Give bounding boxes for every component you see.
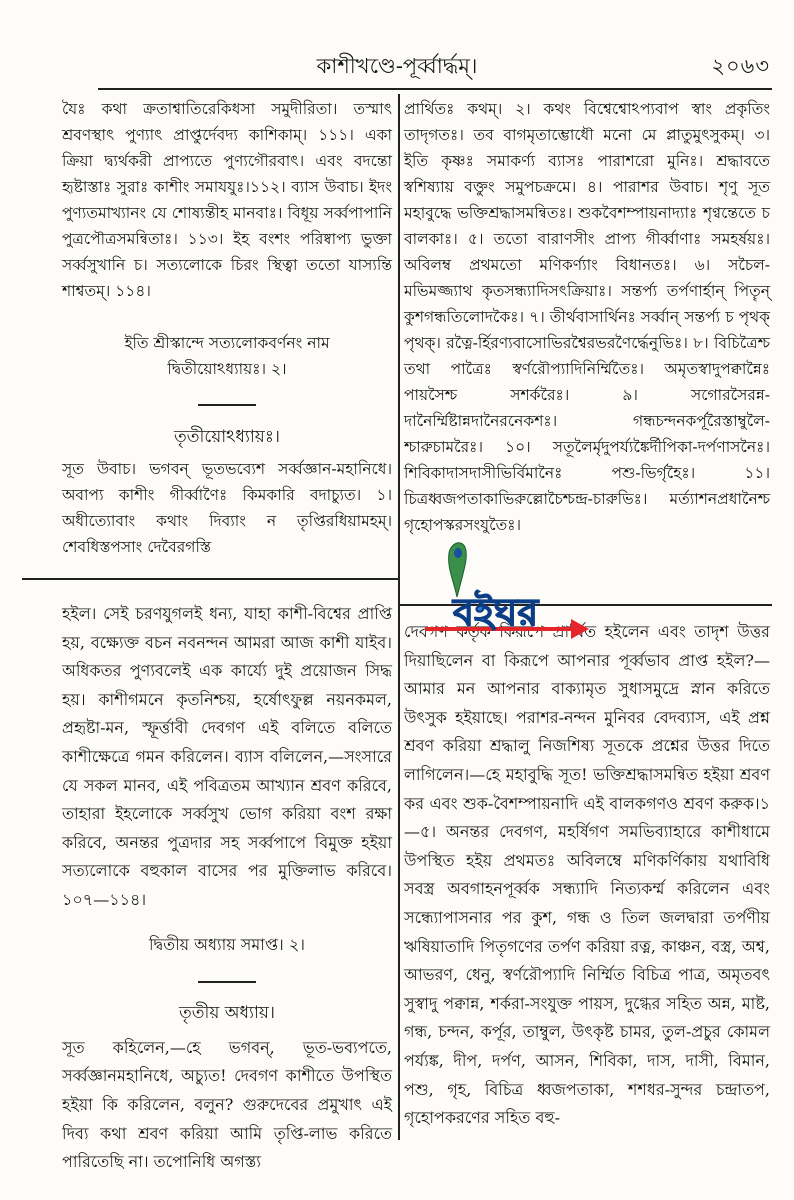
sanskrit-verses-right: প্রার্থিতঃ কথম্‌। ২। কথং বিশ্বেশ্বোঽপ্যবাপ স্বাং প্রকৃতিং তাদৃগতঃ। তব বাগমৃতাম্ভোধৌ মনো মে প্লাতুমুৎসুকম্‌। ৩। ইতি কৃষ্ণঃ সমাকর্ণ্য ব্যাসঃ পারাশরো মুনিঃ। শ্রদ্ধাবতে স্বশিষ্যায় বক্তুং সমুপচক্রমে। ৪। পারাশর উবাচ। শৃণু সূত মহাবুদ্ধে ভক্তিশ্রদ্ধাসমন্বিতঃ। শুকবৈশম্পায়নাদ্যাঃ শৃণ্বন্তেতে চ বালকাঃ। ৫। ততো বারাণসীং প্রাপ্য গীর্ব্বাণাঃ সমহর্ষয়ঃ। অবিলম্ব প্রথমতো মণিকর্ণ্যাং বিধানতঃ। ৬। সচৈল-মভিমজ্জ্যাথ কৃতসন্ধ্যাদিসৎক্রিয়াঃ। সন্তর্প্য তর্পণার্হান্‌ পিতৄন্‌ কুশগন্ধতিলোদকৈঃ। ৭। তীর্থবাসার্থিনঃ সর্ব্বান্‌ সন্তর্প্য চ পৃথক্‌ পৃথক্‌। রত্নৈ-র্হিরণ্যবাসোভিরশ্বৈরভরণৈর্দ্ধেনুভিঃ। ৮। বিচিত্রৈশ্চ তথা পাত্রৈঃ স্বর্ণরৌপ্যাদিনির্ম্মিতৈঃ। অমৃতস্বাদুপক্বান্নৈঃ পায়সৈশ্চ সশর্করৈঃ। ৯। সগোরসৈরন্ন-দানৈর্ম্মিষ্টান্নদানৈরনেকশঃ। গন্ধচন্দনকর্পূরৈস্তাম্বুলৈ-শ্চারুচামরৈঃ। ১০। সতূলৈর্মৃদুপর্য্যঙ্কৈর্দীপিকা-দর্পণাসনৈঃ। শিবিকাদাসদাসীভির্বিমানৈঃ পশু-ভির্গৃহৈঃ। ১১। চিত্রধ্বজপতাকাভিরুল্লোচৈশ্চন্দ্র-চারুভিঃ। মর্ত্যাশনপ্রধানৈশ্চ গৃহোপস্করসংযুতৈঃ। [404,100,770,534]
sanskrit-column-left [62,96,392,576]
running-header [0,42,794,86]
sanskrit-column-right [404,96,770,596]
page-number: ২০৬৩ [711,54,770,78]
sanskrit-chapter-verses: সূত উবাচ। ভগবন্‌ ভূতভব্যেশ সর্ব্বজ্ঞান-মহানিধে। অবাপ্য কাশীং গীর্ব্বাণৈঃ কিমকারি বদাচ্যুত। ১। অধীত্যোবাং কথাং দিব্যাং ন তৃপ্তিরধিয়ামহম্‌। শেবধিস্তপসাং দেবৈরগস্তি [62,460,392,556]
ornamental-rule [198,404,256,406]
bengali-chapter-text: সূত কহিলেন,—হে ভগবন্‌, ভূত-ভব্যপতে, সর্ব্বজ্ঞানমহানিধে, অচ্যুত! দেবগণ কাশীতে উপস্থিত হইয়া কি করিলেন, বলুন? গুরুদেবের প্রমুখাৎ এই দিব্য কথা শ্রবণ করিয়া আমি তৃপ্তি-লাভ করিতে পারিতেছি না। তপোনিধি অগস্ত্য [62,1037,392,1172]
header-rule [98,88,772,90]
ornamental-rule-2 [198,981,256,983]
bengali-translation-right: দেবগণ কর্তৃক কিরূপে প্রার্থিত হইলেন এবং তাদৃশ উত্তর দিয়াছিলেন বা কিরূপে আপনার পূর্ব্বভাব প্রাপ্ত হইল?—আমার মন আপনার বাক্যামৃত সুধাসমুদ্রে স্নান করিতে উৎসুক হইয়াছে। পরাশর-নন্দন মুনিবর বেদব্যাস, এই প্রশ্ন শ্রবণ করিয়া শ্রদ্ধালু নিজশিষ্য সূতকে প্রশ্নের উত্তর দিতে লাগিলেন।—হে মহাবুদ্ধি সূত! ভক্তিশ্রদ্ধাসমন্বিত হইয়া শ্রবণ কর এবং শুক-বৈশম্পায়নাদি এই বালকগণও শ্রবণ করুক।১—৫। অনন্তর দেবগণ, মহর্ষিগণ সমভিব্যাহারে কাশীধামে উপস্থিত হইয় প্রথমতঃ অবিলম্বে মণিকর্ণিকায় যথাবিধি সবস্ত্র অবগাহনপূর্ব্বক সন্ধ্যাদি নিত্যকর্ম্ম করিলেন এবং সন্ধ্যোপাসনার পর কুশ, গন্ধ ও তিল জলদ্বারা তর্পণীয় ঋষিয়াতাদি পিতৃগণের তর্পণ করিয়া রত্ন, কাঞ্চন, বস্ত্র, অশ্ব, আভরণ, ধেনু, স্বর্ণরৌপ্যাদি নির্ম্মিত বিচিত্র পাত্র, অমৃতবৎ সুস্বাদু পক্বান্ন, শর্করা-সংযুক্ত পায়স, দুগ্ধের সহিত অন্ন, মাষ্ট, গন্ধ, চন্দন, কর্পূর, তাম্বুল, উৎকৃষ্ট চামর, তুল-প্রচুর কোমল পর্য্যঙ্ক, দীপ, দর্পণ, আসন, শিবিকা, দাস, দাসী, বিমান, পশু, গৃহ, বিচিত্র ধ্বজপতাকা, শশধর-সুন্দর চন্দ্রাতপ, গৃহোপকরণের সহিত বহু- [404,622,770,1128]
arrow-head-icon [571,619,589,639]
colophon-line-1: ইতি শ্রীস্কান্দে সত্যলোকবর্ণনং নাম [124,334,330,352]
sanskrit-verses: যৈঃ কথা ক্রতাশ্বাতিরেকিধসা সমুদীরিতা। তস্মাৎ শ্রবণস্থাৎ পুণ্যাৎ প্রাপ্তুর্দেবদ্য কাশিকাম্‌। ১১১। একা ক্রিয়া দ্ব্যর্থকরী প্রাপ্যতে পুণ্যগৌরবাৎ। এবং বদন্তো হৃষ্টাস্তাঃ সুরাঃ কাশীং সমাযযুঃ।১১২। ব্যাস উবাচ। ইদং পুণ্যতমাখ্যানং যে শোষ্যন্তীহ মানবাঃ। বিধূয় সর্ব্বপাপানি পুত্রপৌত্রসমন্বিতাঃ। ১১৩। ইহ বংশং পরিষ্বাপ্য ভুক্তা সর্ব্বসুখানি চ। সত্যলোকে চিরং স্থিত্বা ততো যাস্যন্তি শাশ্বতম্‌। ১১৪। [62,100,392,300]
running-title: কাশীখণ্ডে-পূর্ব্বার্দ্ধম্‌। [316,54,478,78]
bengali-translation: হইল। সেই চরণযুগলই ধন্য, যাহা কাশী-বিশ্বের প্রাপ্তি হয়, বক্ষ্যেক্ত বচন নবনন্দন আমরা আজ কাশী যাইব। অধিকতর পুণ্যবলেই এক কার্য্যে দুই প্রয়োজন সিদ্ধ হয়। কাশীগমনে কৃতনিশ্চয়, হর্ষোৎফুল্ল নয়নকমল, প্রহৃষ্টা-মন, স্ফূর্ত্তাবী দেবগণ এই বলিতে বলিতে কাশীক্ষেত্রে গমন করিলেন। ব্যাস বলিলেন,—সংসারে যে সকল মানব, এই পবিত্রতম আখ্যান শ্রবণ করিবে, তাহারা ইহলোকে সর্ব্বসুখ ভোগ করিয়া বংশ রক্ষা করিবে, অনন্তর পুত্রদার সহ সর্ব্বপাপে বিমুক্ত হইয়া সত্যলোকে বহুকাল বাসের পর মুক্তিলাভ করিবে। ১০৭—১১৪। [62,604,392,909]
bengali-column-right [404,618,770,1145]
chapter-heading-bengali: তৃতীয় অধ্যায়। [179,1003,275,1024]
section-divider-left [22,578,398,580]
colophon-line-2: দ্বিতীয়োঽধ্যায়ঃ। ২। [167,360,287,378]
bengali-column-left [62,600,392,1172]
column-divider [398,94,400,1140]
chapter-end-note: দ্বিতীয় অধ্যায় সমাপ্ত। ২। [149,934,305,954]
chapter-heading-sanskrit: তৃতীয়োঽধ্যায়ঃ। [174,427,280,447]
watermark-text: বইঘর [453,590,539,634]
watermark-logo [425,575,610,665]
